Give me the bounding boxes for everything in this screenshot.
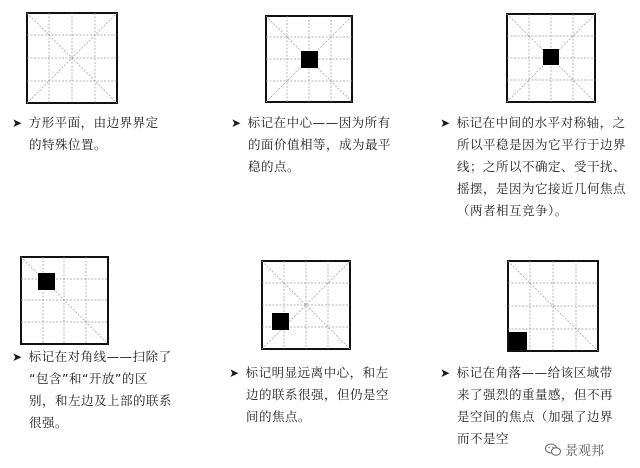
caption-5: ➤ 标记明显远离中心，和左 边的联系很强，但仍是空 间的焦点。: [229, 362, 389, 428]
arrow-bullet-icon: ➤: [229, 366, 240, 380]
wechat-icon: [545, 443, 561, 457]
watermark-text: 景观邦: [564, 444, 604, 459]
panel-6: [426, 234, 640, 468]
panel-2: [213, 0, 426, 234]
caption-1: ➤ 方形平面，由边界界定 的特殊位置。: [12, 112, 159, 156]
arrow-bullet-icon: ➤: [440, 366, 451, 380]
caption-3: ➤ 标记在中间的水平对称轴，之 所以平稳是因为它平行于边界 线；之所以不确定、受干扰、 摇摆，是因为它接近几何焦点 （两者相互竞争）。: [440, 112, 626, 222]
arrow-bullet-icon: ➤: [12, 350, 23, 364]
mark-square: [509, 332, 527, 350]
panel-4: [0, 234, 213, 468]
arrow-bullet-icon: ➤: [231, 116, 242, 130]
caption-4: ➤ 标记在对角线——扫除了 “包含”和“开放”的区 别，和左边及上部的联系 很强。: [12, 346, 172, 434]
panel-3: [426, 0, 640, 234]
arrow-bullet-icon: ➤: [12, 116, 23, 130]
arrow-bullet-icon: ➤: [440, 116, 451, 130]
mark-square: [301, 51, 318, 68]
panel-5: [213, 234, 426, 468]
mark-square: [543, 49, 559, 65]
mark-square: [272, 313, 289, 330]
watermark: [541, 439, 608, 460]
mark-square: [38, 273, 55, 290]
caption-6: ➤ 标记在角落——给该区域带 来了强烈的重量感，但不再 是空间的焦点（加强了边界 而不是空: [440, 362, 613, 450]
panel-1: [0, 0, 213, 234]
square-diagram-5: [213, 234, 426, 468]
caption-2: ➤ 标记在中心——因为所有 的面价值相等，成为最平 稳的点。: [231, 112, 391, 178]
